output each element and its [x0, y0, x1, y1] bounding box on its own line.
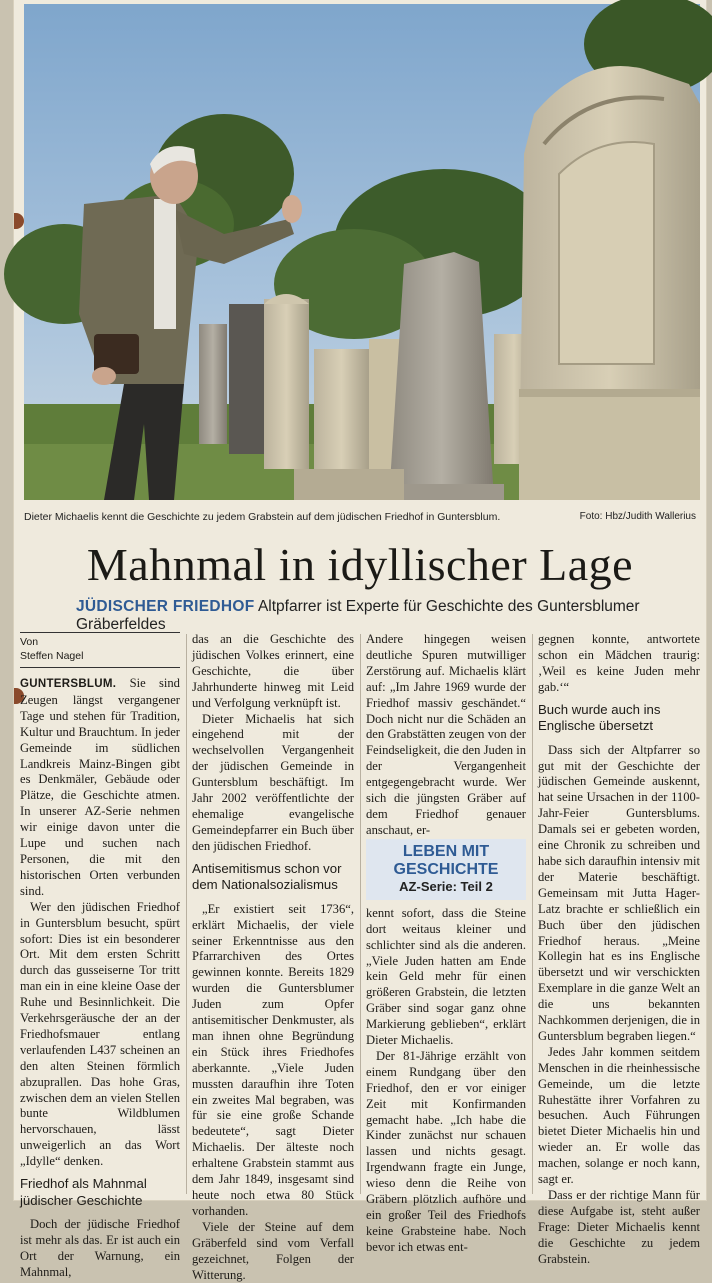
caption-text: Dieter Michaelis kennt die Geschichte zu jedem Grabstein auf dem jüdischen Friedhof in Guntersblum. [24, 511, 501, 523]
punch-hole [14, 213, 24, 229]
column-3 [366, 632, 526, 1256]
dateline: GUNTERSBLUM. [20, 678, 117, 690]
photo-credit: Foto: Hbz/Judith Wallerius [579, 511, 696, 522]
paragraph: Dieter Michaelis hat sich eingehend mit der wechselvollen Vergangenheit der jüdischen Gemeinde in Guntersblum beschäftigt. Im Jahr 2002 veröffentlichte der ehemalige evangelische Gemeindepfarrer ein Buch über den jüdischen Friedhof. [192, 711, 354, 853]
column-1 [20, 632, 180, 1281]
subhead: Antisemitismus schon vor dem Nationalsozialismus [192, 860, 342, 893]
kicker: JÜDISCHER FRIEDHOF [76, 598, 255, 615]
paragraph: Wer den jüdischen Friedhof in Guntersblum besucht, spürt sofort: Dies ist ein besonderer Ort. Mit dem ersten Schritt durch das gusseiserne Tor tritt man ein in eine kleine Oase der Ruhe und Besinnlichkeit. Die Verkehrsgeräusche der an der Friedhofsmauer entlang verlaufenden L437 scheinen an den alten Steinen förmlich abzuprallen. Das hohe Gras, zwischen dem an vielen Stellen bunte Wildblumen hervorschauen, lässt unweigerlich an das Wort „Idylle“ denken. [20, 899, 180, 1169]
subheadline [76, 598, 696, 634]
byline [20, 632, 180, 668]
paragraph: gegnen konnte, antwortete schon ein Mädchen traurig: ‚Weil es keine Juden mehr gab.‘“ [538, 632, 700, 694]
byline-von: Von [20, 636, 39, 648]
paragraph: das an die Geschichte des jüdischen Volkes erinnert, eine Geschichte, die über Jahrhunderte hinweg mit Leid und Verfolgung verknüpft ist. [192, 632, 354, 710]
paragraph: Der 81-Jährige erzählt von einem Rundgang über den Friedhof, den er vor einiger Zeit mit Konfirmanden gemacht habe. „Ich habe die Kinder zunächst nur schauen lassen und nichts gesagt. Irgendwann fragte ein Junge, wieso denn die Reihe von Gräbern plötzlich aufhöre und ein großer Teil des Friedhofs keine Grabsteine habe. Noch bevor ich etwas ent- [366, 1048, 526, 1254]
paragraph: Jedes Jahr kommen seitdem Menschen in die rheinhessische Gemeinde, um die letzte Ruhestätte ihrer Vorfahren zu besuchen. Auch Führungen bietet Dieter Michaelis hin und wieder an. Er wolle das machen, solange er noch kann, sagt er. [538, 1044, 700, 1187]
series-title: LEBEN MIT GESCHICHTE [393, 842, 499, 878]
paragraph: Viele der Steine auf dem Gräberfeld sind vom Verfall gezeichnet, Folgen der Witterung. [192, 1219, 354, 1282]
series-part: AZ-Serie: Teil 2 [399, 878, 493, 894]
paragraph: Andere hingegen weisen deutliche Spuren mutwilliger Zerstörung auf. Michaelis klärt auf: „Im Jahre 1969 wurde der Friedhof massiv geschändet.“ Doch nicht nur die Schäden an den Grabstätten zeugen von der Feindseligkeit, die den Juden in der Vergangenheit entgegengebracht wurde. Wer sich die jüngsten Gräber auf dem Friedhof genauer anschaut, er- [366, 632, 526, 837]
paragraph [20, 676, 180, 900]
subhead: Friedhof als Mahnmal jüdischer Geschichte [20, 1176, 147, 1208]
column-2 [192, 632, 354, 1283]
paragraph: Doch der jüdische Friedhof ist mehr als das. Er ist auch ein Ort der Warnung, ein Mahnmal, [20, 1217, 180, 1279]
byline-author: Steffen Nagel [20, 650, 84, 662]
photo-caption [24, 508, 700, 526]
series-box [366, 839, 526, 900]
paragraph: „Er existiert seit 1736“, erklärt Michaelis, der viele seiner Erkenntnisse aus den Pfarrarchiven des Ortes gewinnen konnte. Bereits 1829 wurden die Guntersblumer Juden zum Opfer antisemitischer Denkmuster, als man ihnen ohne Begründung ein Stück ihres Friedhofes aberkannte. „Viele Juden mussten daraufhin ihre Toten ein zweites Mal begraben, was für sie eine große Schande bedeutete“, sagt Dieter Michaelis. Der älteste noch erhaltene Grabstein stammt aus dem Jahr 1849, insgesamt sind heute noch etwa 80 Stück vorhanden. [192, 901, 354, 1218]
column-4 [538, 632, 700, 1268]
newspaper-clipping [14, 0, 706, 1282]
paragraph: Dass sich der Altpfarrer so gut mit der Geschichte der jüdischen Gemeinde auskennt, hat seine Ursachen in der 1100-Jahr-Feier Guntersblums. Damals sei er gebeten worden, eine Chronik zu schreiben und habe sich daraufhin intensiv mit der Materie beschäftigt. Gemeinsam mit Jutta Hager-Latz brachte er schließlich ein Buch über den jüdischen Friedhof heraus. „Meine Kollegin hat es ins Englische übersetzt und wir verschickten Exemplare in die ganze Welt an die uns bekannten Nachkommen derjenigen, die in Guntersblum begraben liegen.“ [538, 742, 700, 1043]
deck: Altpfarrer ist Experte für Geschichte des Guntersblumer Gräberfeldes [76, 598, 640, 633]
paragraph-text: Sie sind Zeugen längst vergangener Tage und stehen für Tradition, Kultur und Brauchtum. In jeder Gemeinde im südlichen Landkreis Mainz-Bingen gibt es Denkmäler, Gebäude oder Plätze, die Geschichte atmen. In unserer AZ-Serie nehmen wir einige davon unter die Lupe und suchen nach Personen, die mit den historischen Orten verbunden sind. [20, 676, 180, 898]
paragraph: Dass er der richtige Mann für diese Aufgabe ist, steht außer Frage: Dieter Michaelis kennt die Geschichte zu jedem Grabstein. [538, 1188, 700, 1266]
subhead: Buch wurde auch ins Englische übersetzt [538, 701, 661, 734]
column-rule [532, 634, 533, 1194]
article-photo [24, 4, 700, 500]
paragraph: kennt sofort, dass die Steine dort weitaus kleiner und schlichter sind als die anderen. „Viele Juden hatten am Ende kein Geld mehr für einen größeren Grabstein, die letzten Gräber sind sogar ganz ohne Markierung geblieben“, erklärt Dieter Michaelis. [366, 905, 526, 1048]
column-rule [186, 634, 187, 1194]
headline: Mahnmal in idyllischer Lage [86, 539, 634, 590]
column-rule [360, 634, 361, 1194]
